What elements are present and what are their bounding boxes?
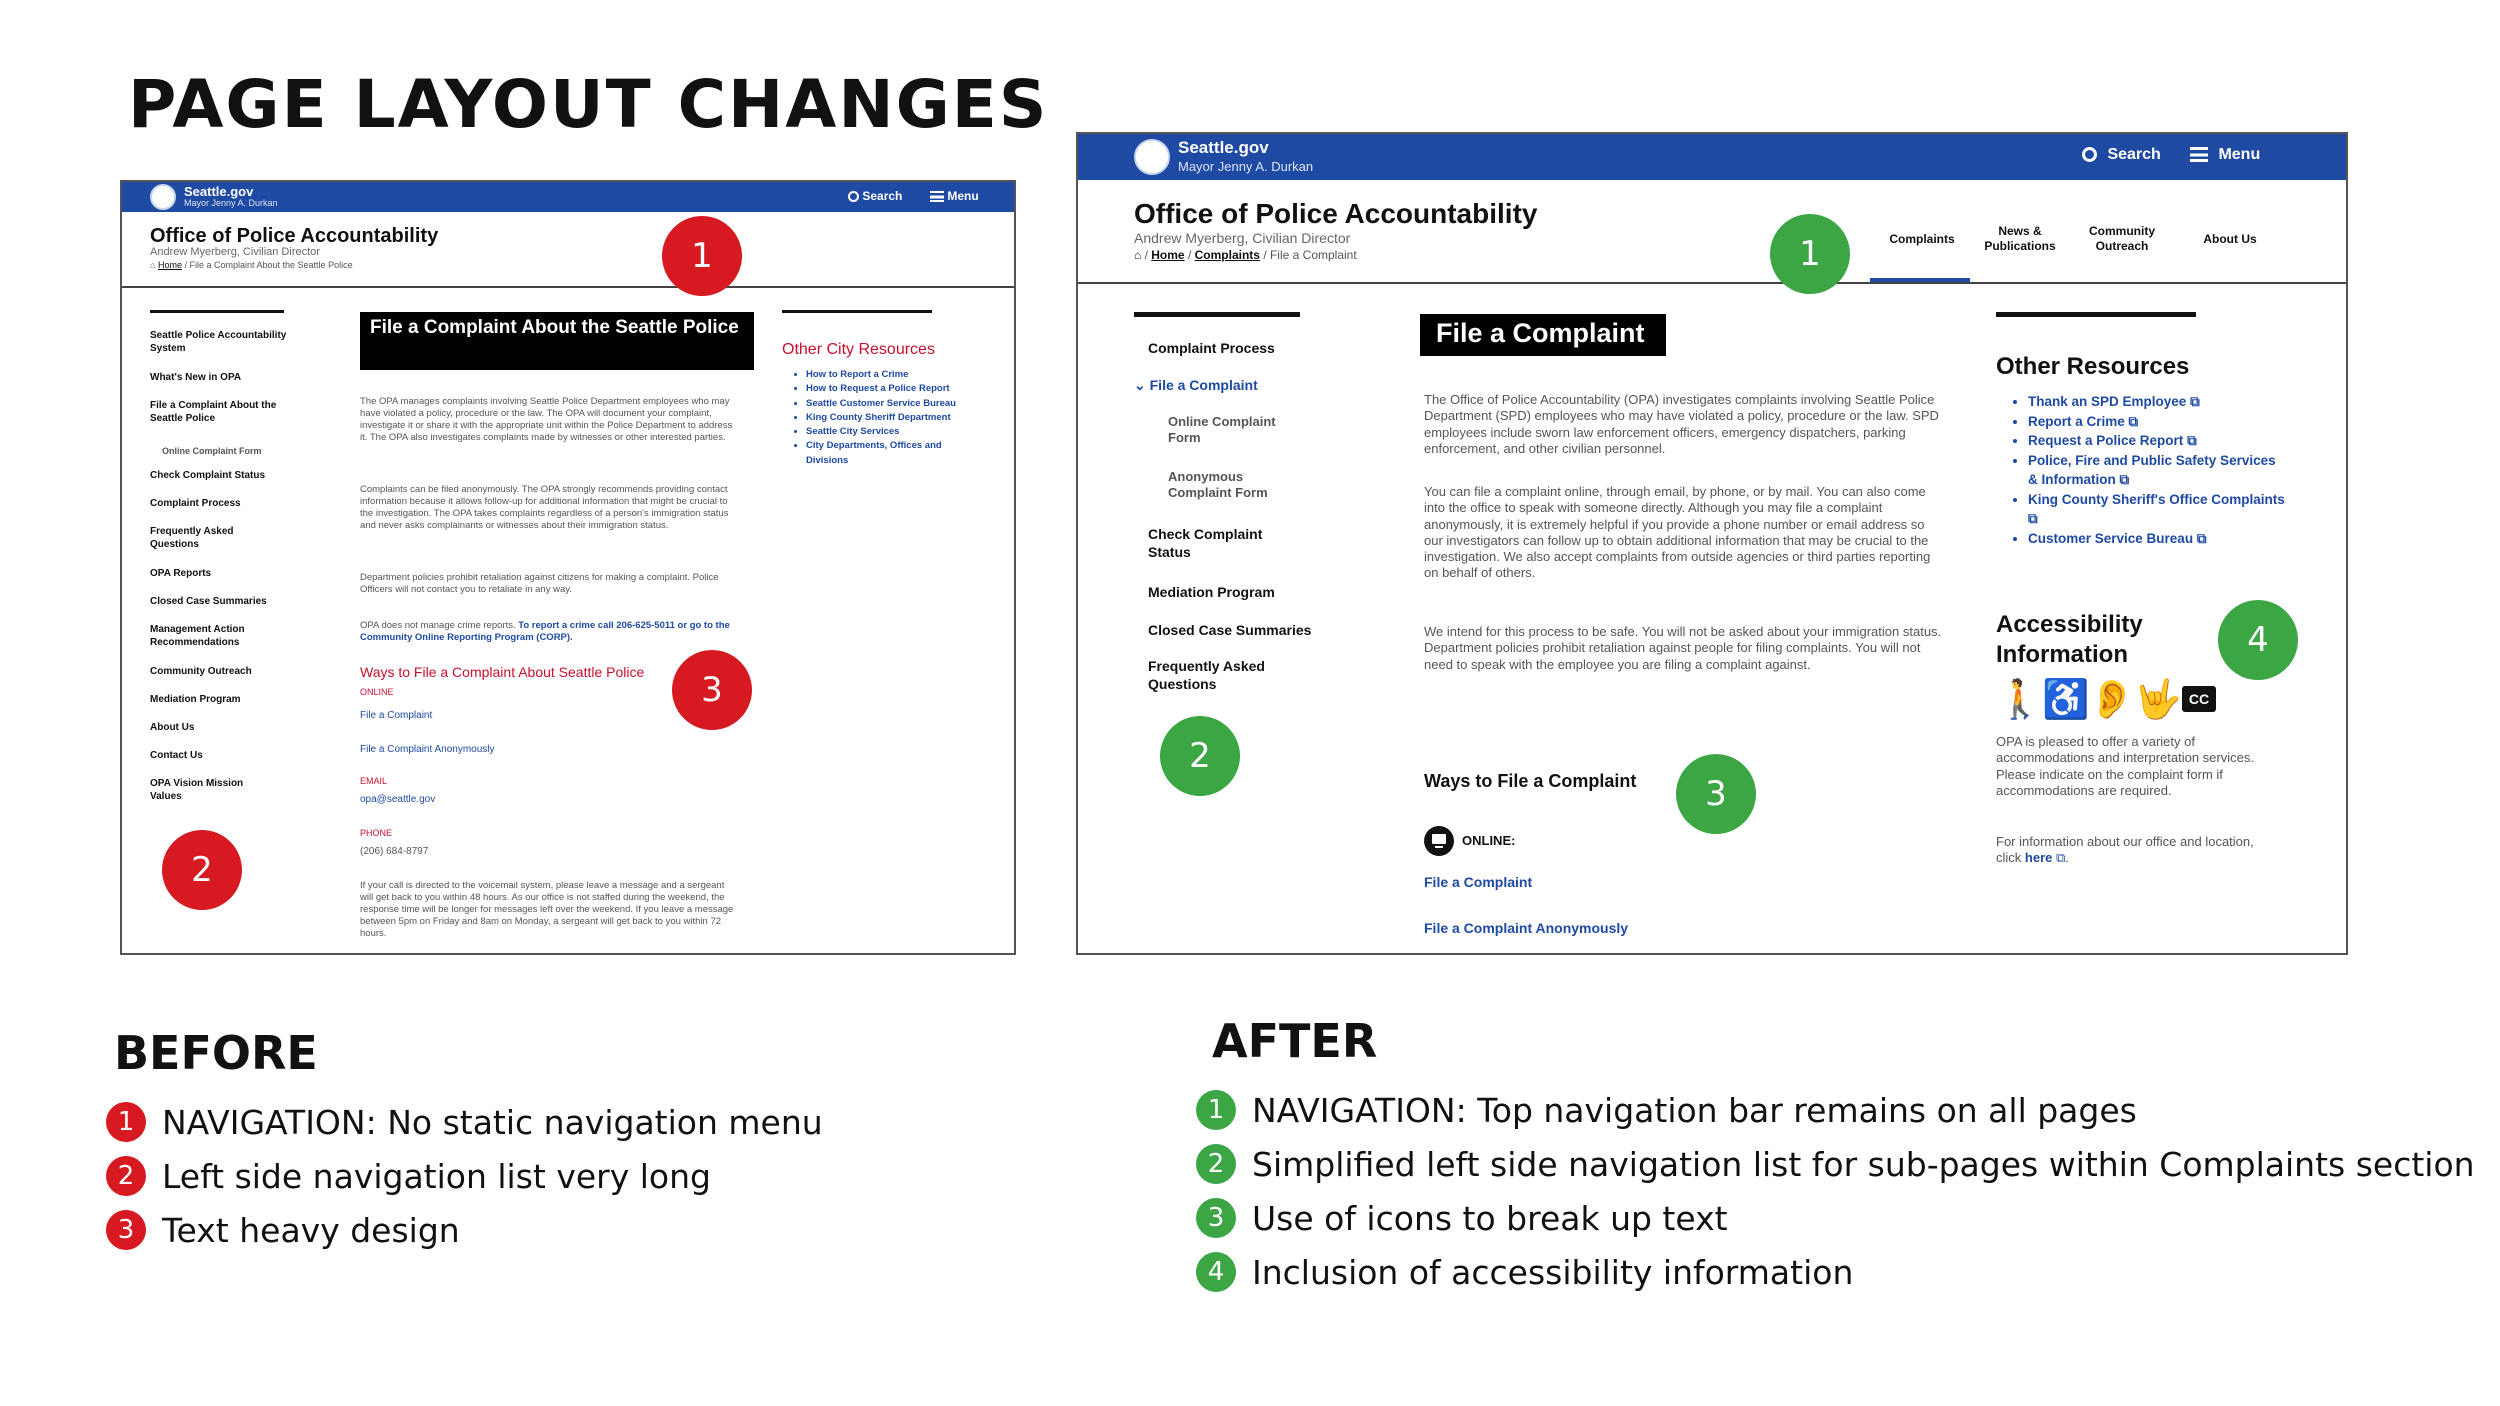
left-nav-item[interactable]: Frequently Asked Questions <box>150 526 234 550</box>
page-heading: File a Complaint <box>1420 314 1666 356</box>
after-top-bar <box>1078 134 2346 180</box>
online-label: ONLINE <box>360 687 394 697</box>
marker-3: 3 <box>1676 754 1756 834</box>
accessibility-text: OPA is pleased to offer a variety of accommodations and interpretation services. Please indicate on the complaint form if accommodations are required. <box>1996 734 2254 798</box>
email-label: EMAIL <box>360 776 388 786</box>
how-to-paragraph: You can file a complaint online, through email, by phone, or by mail. You can also come into the office to speak with someone directly. Although you may file a complaint anonymously, it is extremely helpful if you provide a phone number or email address so our investigators can follow up to obtain additional information that may be crucial to the investigation. We also accept complaints from outside agencies or third parties reporting on behalf of others. <box>1424 484 1931 581</box>
search-button[interactable]: Search <box>2082 146 2161 164</box>
page-title: PAGE LAYOUT CHANGES <box>128 66 1049 143</box>
resource-link[interactable]: • Request a Police Report ⧉ <box>2028 431 2288 451</box>
resource-link[interactable]: • How to Request a Police Report <box>806 382 986 396</box>
seattle-seal-icon <box>1134 139 1170 175</box>
sign-language-icon: 🤟 <box>2134 679 2182 721</box>
before-top-bar <box>122 182 1014 212</box>
resource-link[interactable]: • Seattle City Services <box>806 425 986 439</box>
online-label: ONLINE: <box>1462 833 1516 848</box>
resource-link[interactable]: • Police, Fire and Public Safety Services & Information ⧉ <box>2028 451 2288 490</box>
menu-icon <box>930 191 944 202</box>
left-nav-item[interactable]: Management Action Recommendations <box>150 624 245 648</box>
left-nav-item[interactable]: Complaint Process <box>150 498 241 509</box>
file-complaint-link[interactable]: File a Complaint <box>360 710 433 721</box>
left-nav-rule <box>150 310 284 313</box>
phone-number: (206) 684-8797 <box>360 846 429 857</box>
computer-icon <box>1424 826 1454 856</box>
left-nav-item-active[interactable]: ⌄ File a Complaint <box>1134 377 1258 393</box>
intro-paragraph: The Office of Police Accountability (OPA) investigates complaints involving Seattle Police Department (SPD) employees who may have violated a policy, procedure or the law. SPD employees include sworn law enforcement officers, emergency dispatchers, parking enforcement, and other civilian personnel. <box>1424 392 1939 456</box>
left-nav-item[interactable]: Community Outreach <box>150 666 252 677</box>
after-legend-item: 3 Use of icons to break up text <box>1196 1198 1728 1238</box>
nav-tab-complaints[interactable]: Complaints <box>1889 232 1955 246</box>
retaliation-paragraph: Department policies prohibit retaliation against citizens for making a complaint. Police Officers will not contact you to retaliate in any way. <box>360 572 719 595</box>
marker-2: 2 <box>1160 716 1240 796</box>
left-nav-item[interactable]: Mediation Program <box>1148 584 1275 600</box>
left-nav-item[interactable]: Frequently Asked Questions <box>1148 658 1265 692</box>
marker-1: 1 <box>662 216 742 296</box>
after-legend-item: 2 Simplified left side navigation list for sub-pages within Complaints section <box>1196 1144 2475 1184</box>
anonymous-paragraph: Complaints can be filed anonymously. The OPA strongly recommends providing contact information because it allows follow-up for additional information that might be crucial to the investigation. The OPA takes complaints regardless of a person's immigration status and never asks complainants or witnesses about their immigration status. <box>360 484 729 531</box>
menu-button[interactable]: Menu <box>930 189 979 203</box>
left-nav-item[interactable]: What's New in OPA <box>150 372 242 383</box>
search-icon <box>848 191 859 202</box>
after-heading: AFTER <box>1212 1014 1378 1068</box>
left-nav-item[interactable]: OPA Vision Mission Values <box>150 778 244 802</box>
breadcrumb-home[interactable]: Home <box>1151 248 1185 262</box>
breadcrumb <box>150 260 353 271</box>
office-info-text: For information about our office and location, click here ⧉. <box>1996 834 2254 866</box>
page-heading: File a Complaint About the Seattle Police <box>360 312 754 370</box>
resource-link[interactable]: • King County Sheriff Department <box>806 411 986 425</box>
director: Andrew Myerberg, Civilian Director <box>1134 230 1351 246</box>
left-nav-item[interactable]: Mediation Program <box>150 694 241 705</box>
director: Andrew Myerberg, Civilian Director <box>150 246 320 258</box>
before-legend-item: 1 NAVIGATION: No static navigation menu <box>106 1102 823 1142</box>
left-nav-item[interactable]: Check Complaint Status <box>150 470 266 481</box>
ways-heading: Ways to File a Complaint About Seattle Police <box>360 664 645 680</box>
mayor-name: Mayor Jenny A. Durkan <box>1178 159 1314 174</box>
marker-3: 3 <box>672 650 752 730</box>
menu-button[interactable]: Menu <box>2190 146 2260 164</box>
nav-tab-outreach[interactable]: Community Outreach <box>2089 224 2155 253</box>
search-button[interactable]: Search <box>848 189 902 203</box>
resource-link[interactable]: • Report a Crime ⧉ <box>2028 412 2288 432</box>
file-anonymous-link[interactable]: File a Complaint Anonymously <box>360 744 495 755</box>
breadcrumb-current: / File a Complaint About the Seattle Police <box>184 260 353 270</box>
after-screenshot <box>1076 132 2348 955</box>
chevron-down-icon: ⌄ <box>1134 377 1146 393</box>
crime-report-paragraph: OPA does not manage crime reports. To report a crime call 206-625-5011 or go to the Community Online Reporting Program (CORP). <box>360 620 730 643</box>
resources-heading: Other Resources <box>1996 353 2190 380</box>
external-link-icon: ⧉ <box>2190 394 2200 409</box>
marker-1: 1 <box>1770 214 1850 294</box>
left-nav-subitem[interactable]: Online Complaint Form <box>1168 414 1276 446</box>
header-divider <box>1078 282 2346 284</box>
resources-heading: Other City Resources <box>782 341 935 358</box>
home-icon[interactable]: ⌂ <box>1134 248 1142 262</box>
before-legend-item: 2 Left side navigation list very long <box>106 1156 711 1196</box>
left-nav-item[interactable]: Closed Case Summaries <box>1148 622 1312 638</box>
site-name[interactable]: Seattle.gov <box>1178 138 1269 157</box>
marker-2: 2 <box>162 830 242 910</box>
left-nav-item[interactable]: Closed Case Summaries <box>150 596 267 607</box>
nav-tab-news[interactable]: News & Publications <box>1984 224 2056 253</box>
file-complaint-link[interactable]: File a Complaint <box>1424 874 1533 890</box>
before-heading: BEFORE <box>114 1026 318 1080</box>
external-link-icon: ⧉ <box>2128 413 2139 429</box>
breadcrumb-complaints[interactable]: Complaints <box>1194 248 1260 262</box>
external-link-icon: ⧉ <box>2119 472 2130 488</box>
external-link-icon: ⧉ <box>2196 530 2207 546</box>
resources-rule <box>782 310 932 313</box>
left-nav-rule <box>1134 312 1300 317</box>
file-anonymous-link[interactable]: File a Complaint Anonymously <box>1424 920 1629 936</box>
closed-caption-icon: CC <box>2182 686 2216 712</box>
voicemail-paragraph: If your call is directed to the voicemail system, please leave a message and a sergeant will get back to you within 48 hours. As our office is not staffed during the weekend, the response time will be longer for messages left over the weekend. If you leave a message between 5pm on Friday and 8am on Monday, a sergeant will get back to you within 72 hours. <box>360 880 734 939</box>
breadcrumb-home[interactable]: Home <box>157 260 182 270</box>
breadcrumb: ⌂ / Home / Complaints / File a Complaint <box>1134 248 1357 262</box>
marker-4: 4 <box>2218 600 2298 680</box>
breadcrumb-current: / File a Complaint <box>1263 248 1357 262</box>
menu-icon <box>2190 147 2208 162</box>
intro-paragraph: The OPA manages complaints involving Seattle Police Department employees who may have violated a policy, procedure or the law. The OPA will document your complaint, investigate it or share it with the appropriate unit within the Police Department to address it. The OPA also investigates complaints made by witnesses or other interested parties. <box>360 396 733 443</box>
here-link[interactable]: here <box>2024 850 2053 866</box>
home-icon[interactable]: ⌂ <box>150 260 156 270</box>
resources-rule <box>1996 312 2196 317</box>
left-nav-item[interactable]: Seattle Police Accountability System <box>150 330 287 354</box>
external-link-icon: ⧉ <box>2187 433 2197 449</box>
wheelchair-icon: ♿ <box>2042 679 2090 721</box>
external-link-icon: ⧉ <box>2028 511 2038 527</box>
left-nav-subitem[interactable]: Anonymous Complaint Form <box>1168 469 1268 501</box>
ways-heading: Ways to File a Complaint <box>1424 771 1637 791</box>
accessibility-heading: Accessibility Information <box>1996 611 2143 668</box>
seattle-seal-icon <box>150 184 176 210</box>
mayor-name: Mayor Jenny A. Durkan <box>184 198 278 208</box>
resource-link[interactable]: • Seattle Customer Service Bureau <box>806 397 986 411</box>
resource-link[interactable]: • Thank an SPD Employee ⧉ <box>2028 392 2288 412</box>
resource-link[interactable]: • How to Report a Crime <box>806 368 986 382</box>
email-link[interactable]: opa@seattle.gov <box>360 794 436 805</box>
left-nav-item[interactable]: File a Complaint About the Seattle Police <box>150 400 277 424</box>
resource-link[interactable]: • City Departments, Offices and Divisions <box>806 439 986 468</box>
nav-tab-about[interactable]: About Us <box>2203 232 2257 246</box>
left-nav-item[interactable]: Contact Us <box>150 750 203 761</box>
report-crime-link[interactable]: To report a crime call 206-625-5011 or go to the Community Online Reporting Program (CORP). <box>360 620 730 643</box>
office-title[interactable]: Office of Police Accountability <box>1134 198 1538 229</box>
left-nav-subitem[interactable]: Online Complaint Form <box>162 446 262 456</box>
resource-link[interactable]: • King County Sheriff's Office Complaints ⧉ <box>2028 490 2288 529</box>
phone-label: PHONE <box>360 828 393 838</box>
left-nav-item[interactable]: OPA Reports <box>150 568 212 579</box>
resources-list <box>806 368 986 468</box>
resource-link[interactable]: • Customer Service Bureau ⧉ <box>2028 529 2288 549</box>
blind-person-icon: 🚶 <box>1996 679 2044 721</box>
after-legend-item: 4 Inclusion of accessibility information <box>1196 1252 1853 1292</box>
site-name[interactable]: Seattle.gov <box>184 184 254 199</box>
external-link-icon: ⧉ <box>2056 850 2066 866</box>
left-nav-item[interactable]: About Us <box>150 722 195 733</box>
search-icon <box>2082 147 2097 162</box>
left-nav-item[interactable]: Check Complaint Status <box>1148 526 1263 560</box>
after-legend-item: 1 NAVIGATION: Top navigation bar remains on all pages <box>1196 1090 2137 1130</box>
office-title[interactable]: Office of Police Accountability <box>150 225 439 247</box>
safety-paragraph: We intend for this process to be safe. You will not be asked about your immigration status. Department policies prohibit retaliation against people for filing complaints. You will not need to speak with the employee you are filing a complaint against. <box>1424 624 1942 672</box>
header-divider <box>122 286 1014 288</box>
before-screenshot <box>120 180 1016 955</box>
hearing-assist-icon: 👂 <box>2088 679 2136 721</box>
before-legend-item: 3 Text heavy design <box>106 1210 460 1250</box>
left-nav-item[interactable]: Complaint Process <box>1148 340 1275 356</box>
resources-list <box>2028 392 2288 549</box>
